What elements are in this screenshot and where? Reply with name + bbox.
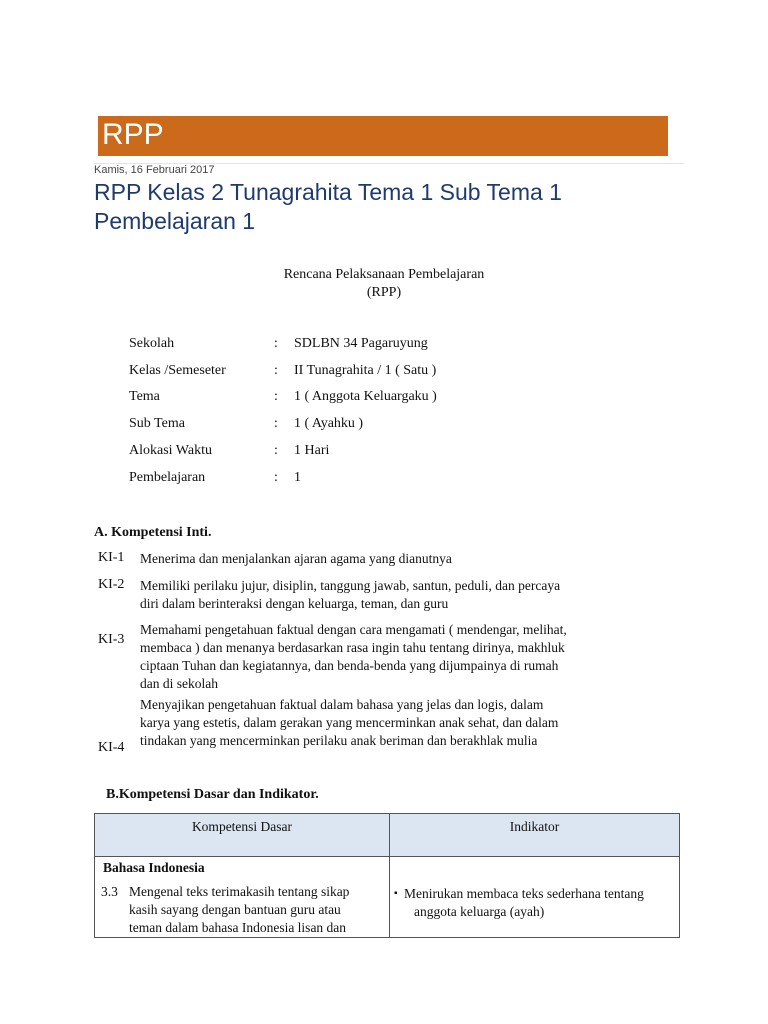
ki-line: ciptaan Tuhan dan kegiatannya, dan benda-benda yang dijumpainya di rumah <box>140 658 559 673</box>
ki-line: Memiliki perilaku jujur, disiplin, tanggung jawab, santun, peduli, dan percaya <box>140 578 561 593</box>
info-value: II Tunagrahita / 1 ( Satu ) <box>294 363 437 378</box>
ki-line: karya yang estetis, dalam gerakan yang mencerminkan anak sehat, dan dalam <box>140 715 559 730</box>
header-title: RPP <box>102 118 164 151</box>
table-row <box>95 857 680 938</box>
info-colon: : <box>274 416 278 431</box>
ki-code: KI-2 <box>98 577 125 592</box>
section-b-heading: B.Kompetensi Dasar dan Indikator. <box>106 787 319 802</box>
info-colon: : <box>274 389 278 404</box>
ki-text <box>140 696 640 750</box>
info-colon: : <box>274 470 278 485</box>
document-heading <box>180 266 588 302</box>
kd-item <box>95 877 389 937</box>
indicator-item <box>390 857 679 921</box>
post-date: Kamis, 16 Februari 2017 <box>94 164 215 176</box>
section-a-heading: A. Kompetensi Inti. <box>94 525 212 540</box>
subject-label: Bahasa Indonesia <box>103 860 205 875</box>
kd-line: teman dalam bahasa Indonesia lisan dan <box>129 920 347 935</box>
info-label: Pembelajaran <box>129 470 206 485</box>
info-value: 1 Hari <box>294 443 330 458</box>
indicator-text <box>404 885 675 921</box>
header-bar <box>98 116 668 156</box>
post-title-line-2: Pembelajaran 1 <box>94 208 256 234</box>
info-value: 1 ( Ayahku ) <box>294 416 364 431</box>
ki-code: KI-4 <box>98 740 125 755</box>
post-title-line-1: RPP Kelas 2 Tunagrahita Tema 1 Sub Tema 1 <box>94 179 562 205</box>
kd-text <box>129 883 383 937</box>
info-label: Kelas /Semeseter <box>129 363 226 378</box>
document-heading-line-2: (RPP) <box>366 285 402 300</box>
column-header-indikator: Indikator <box>390 814 680 857</box>
post-title[interactable] <box>94 178 694 236</box>
document-heading-line-1: Rencana Pelaksanaan Pembelajaran <box>283 267 485 282</box>
info-label: Tema <box>129 389 160 404</box>
column-header-kompetensi-dasar: Kompetensi Dasar <box>95 814 390 857</box>
table-header-row <box>95 814 680 857</box>
info-colon: : <box>274 363 278 378</box>
kd-cell <box>95 857 390 938</box>
ki-text <box>140 621 640 693</box>
ki-line: diri dalam berinteraksi dengan keluarga, teman, dan guru <box>140 596 449 611</box>
ki-line: Menerima dan menjalankan ajaran agama yang dianutnya <box>140 551 452 566</box>
ki-line: dan di sekolah <box>140 676 218 691</box>
kd-line: Mengenal teks terimakasih tentang sikap <box>129 884 350 899</box>
info-colon: : <box>274 443 278 458</box>
info-label: Sub Tema <box>129 416 185 431</box>
info-colon: : <box>274 336 278 351</box>
ki-code: KI-1 <box>98 550 125 565</box>
info-label: Alokasi Waktu <box>129 443 212 458</box>
info-value: 1 <box>294 470 301 485</box>
competency-table <box>94 813 680 938</box>
indicator-cell <box>390 857 680 938</box>
ki-text <box>140 577 640 613</box>
info-label: Sekolah <box>129 336 175 351</box>
info-value: 1 ( Anggota Keluargaku ) <box>294 389 437 404</box>
info-value: SDLBN 34 Pagaruyung <box>294 336 428 351</box>
indicator-line: anggota keluarga (ayah) <box>414 904 545 919</box>
square-bullet-icon: ▪ <box>394 888 398 899</box>
ki-text <box>140 550 640 568</box>
kd-line: kasih sayang dengan bantuan guru atau <box>129 902 341 917</box>
ki-line: Memahami pengetahuan faktual dengan cara mengamati ( mendengar, melihat, <box>140 622 567 637</box>
indicator-line: Menirukan membaca teks sederhana tentang <box>404 886 644 901</box>
ki-line: membaca ) dan menanya berdasarkan rasa ingin tahu tentang dirinya, makhluk <box>140 640 565 655</box>
kd-number: 3.3 <box>101 884 118 899</box>
ki-line: tindakan yang mencerminkan perilaku anak beriman dan berakhlak mulia <box>140 733 538 748</box>
ki-code: KI-3 <box>98 632 125 647</box>
ki-line: Menyajikan pengetahuan faktual dalam bahasa yang jelas dan logis, dalam <box>140 697 544 712</box>
